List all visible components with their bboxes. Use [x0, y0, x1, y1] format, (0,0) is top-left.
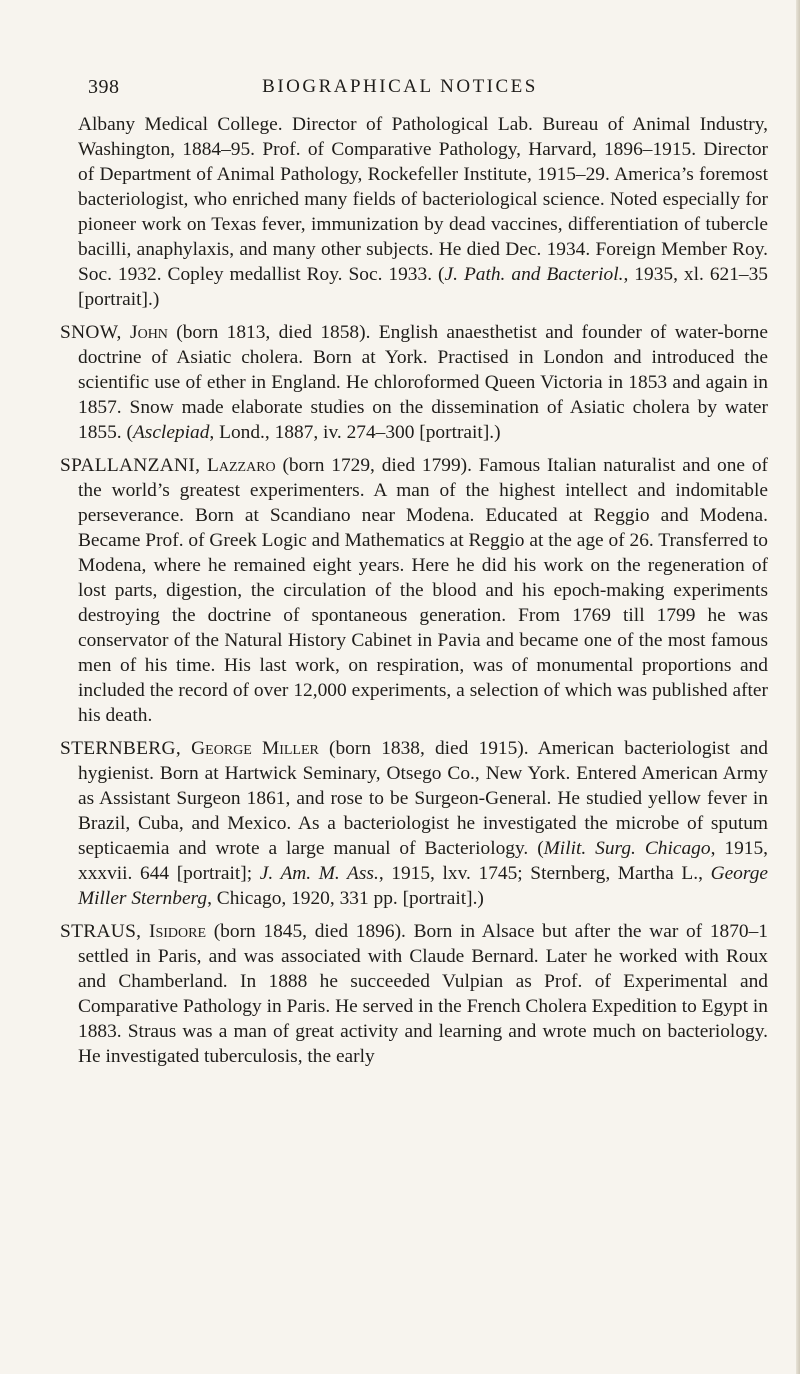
entry-text: (born 1813, died 1858). English anaesthetist and founder of water-borne doctrine of Asiatic cholera. Born at York. Practised in London and introduced the scientific use of ether in England. He chloroformed Queen Victoria in 1853 and again in 1857. Snow made elaborate studies on the dissemination of Asiatic cholera by water 1855. (: [78, 322, 768, 443]
page-edge-shadow: [796, 0, 800, 1374]
page-header-title: BIOGRAPHICAL NOTICES: [262, 76, 538, 97]
running-head: [0, 76, 800, 106]
entry-surname: SNOW,: [60, 322, 122, 343]
entry-text-tail: , Chicago, 1920, 331 pp. [portrait].): [207, 888, 484, 909]
entry-surname: STERNBERG,: [60, 738, 181, 759]
citation: J. Am. M. Ass.: [259, 863, 379, 884]
entry-text-tail: , 1935, xl. 621–35 [portrait].): [78, 264, 769, 310]
entry-straus: [60, 919, 768, 1069]
entry-text: (born 1729, died 1799). Famous Italian naturalist and one of the world’s greatest experimenters. A man of the highest intellect and indomitable perseverance. Born at Scandiano near Modena. Educated at Reggio and Modena. Became Prof. of Greek Logic and Mathematics at Reggio at the age of 26. Transferred to Modena, where he remained eight years. Here he did his work on the regeneration of lost parts, digestion, the circulation of the blood and his epoch-making experiments destroying the doctrine of spontaneous generation. From 1769 till 1799 he was conservator of the Natural History Cabinet in Pavia and became one of the most famous men of his time. His last work, on respiration, was of monumental proportions and included the record of over 12,000 experiments, a selection of which was published after his death.: [78, 455, 768, 726]
entry-forename: John: [130, 322, 168, 343]
entry-text-tail: , Lond., 1887, iv. 274–300 [portrait].): [209, 422, 501, 443]
entry-text: Albany Medical College. Director of Pathological Lab. Bureau of Animal Industry, Washington, 1884–95. Prof. of Comparative Pathology, Harvard, 1896–1915. Director of Department of Animal Pathology, Rockefeller Institute, 1915–29. America’s foremost bacteriologist, who enriched many fields of bacteriological science. Noted especially for pioneer work on Texas fever, immunization by dead vaccines, differentiation of tubercle bacilli, anaphylaxis, and many other subjects. He died Dec. 1934. Foreign Member Roy. Soc. 1932. Copley medallist Roy. Soc. 1933. (: [78, 114, 768, 285]
entry-surname: STRAUS,: [60, 921, 142, 942]
entry-text: (born 1845, died 1896). Born in Alsace but after the war of 1870–1 settled in Paris, and was associated with Claude Bernard. Later he worked with Roux and Chamberland. In 1888 he succeeded Vulpian as Prof. of Experimental and Comparative Pathology in Paris. He served in the French Cholera Expedition to Egypt in 1883. Straus was a man of great activity and learning and wrote much on bacteriology. He investigated tuberculosis, the early: [78, 921, 768, 1067]
entry-forename: Isidore: [149, 921, 207, 942]
citation: George Miller Sternberg: [78, 863, 768, 909]
citation: J. Path. and Bacteriol.: [444, 264, 624, 285]
entry-text-mid: , 1915, xxxvii. 644 [portrait];: [78, 838, 768, 884]
page-body: [60, 112, 768, 1077]
entry-surname: SPALLANZANI,: [60, 455, 201, 476]
entry-snow: [60, 320, 768, 445]
page-number: 398: [88, 76, 120, 98]
entry-forename: Lazzaro: [207, 455, 276, 476]
citation: Asclepiad: [132, 422, 210, 443]
entry-text: (born 1838, died 1915). American bacteriologist and hygienist. Born at Hartwick Seminary, Otsego Co., New York. Entered American Army as Assistant Surgeon 1861, and rose to be Surgeon-General. He studied yellow fever in Brazil, Cuba, and Mexico. As a bacteriologist he investigated the microbe of sputum septicaemia and wrote a large manual of Bacteriology. (: [78, 738, 768, 859]
entry-spallanzani: [60, 453, 768, 728]
citation: Milit. Surg. Chicago: [543, 838, 711, 859]
entry-forename: George Miller: [191, 738, 319, 759]
entry-sternberg: [60, 736, 768, 911]
entry-continued-smith: [60, 112, 768, 312]
entry-text-mid: , 1915, lxv. 1745; Sternberg, Martha L.,: [378, 863, 711, 884]
